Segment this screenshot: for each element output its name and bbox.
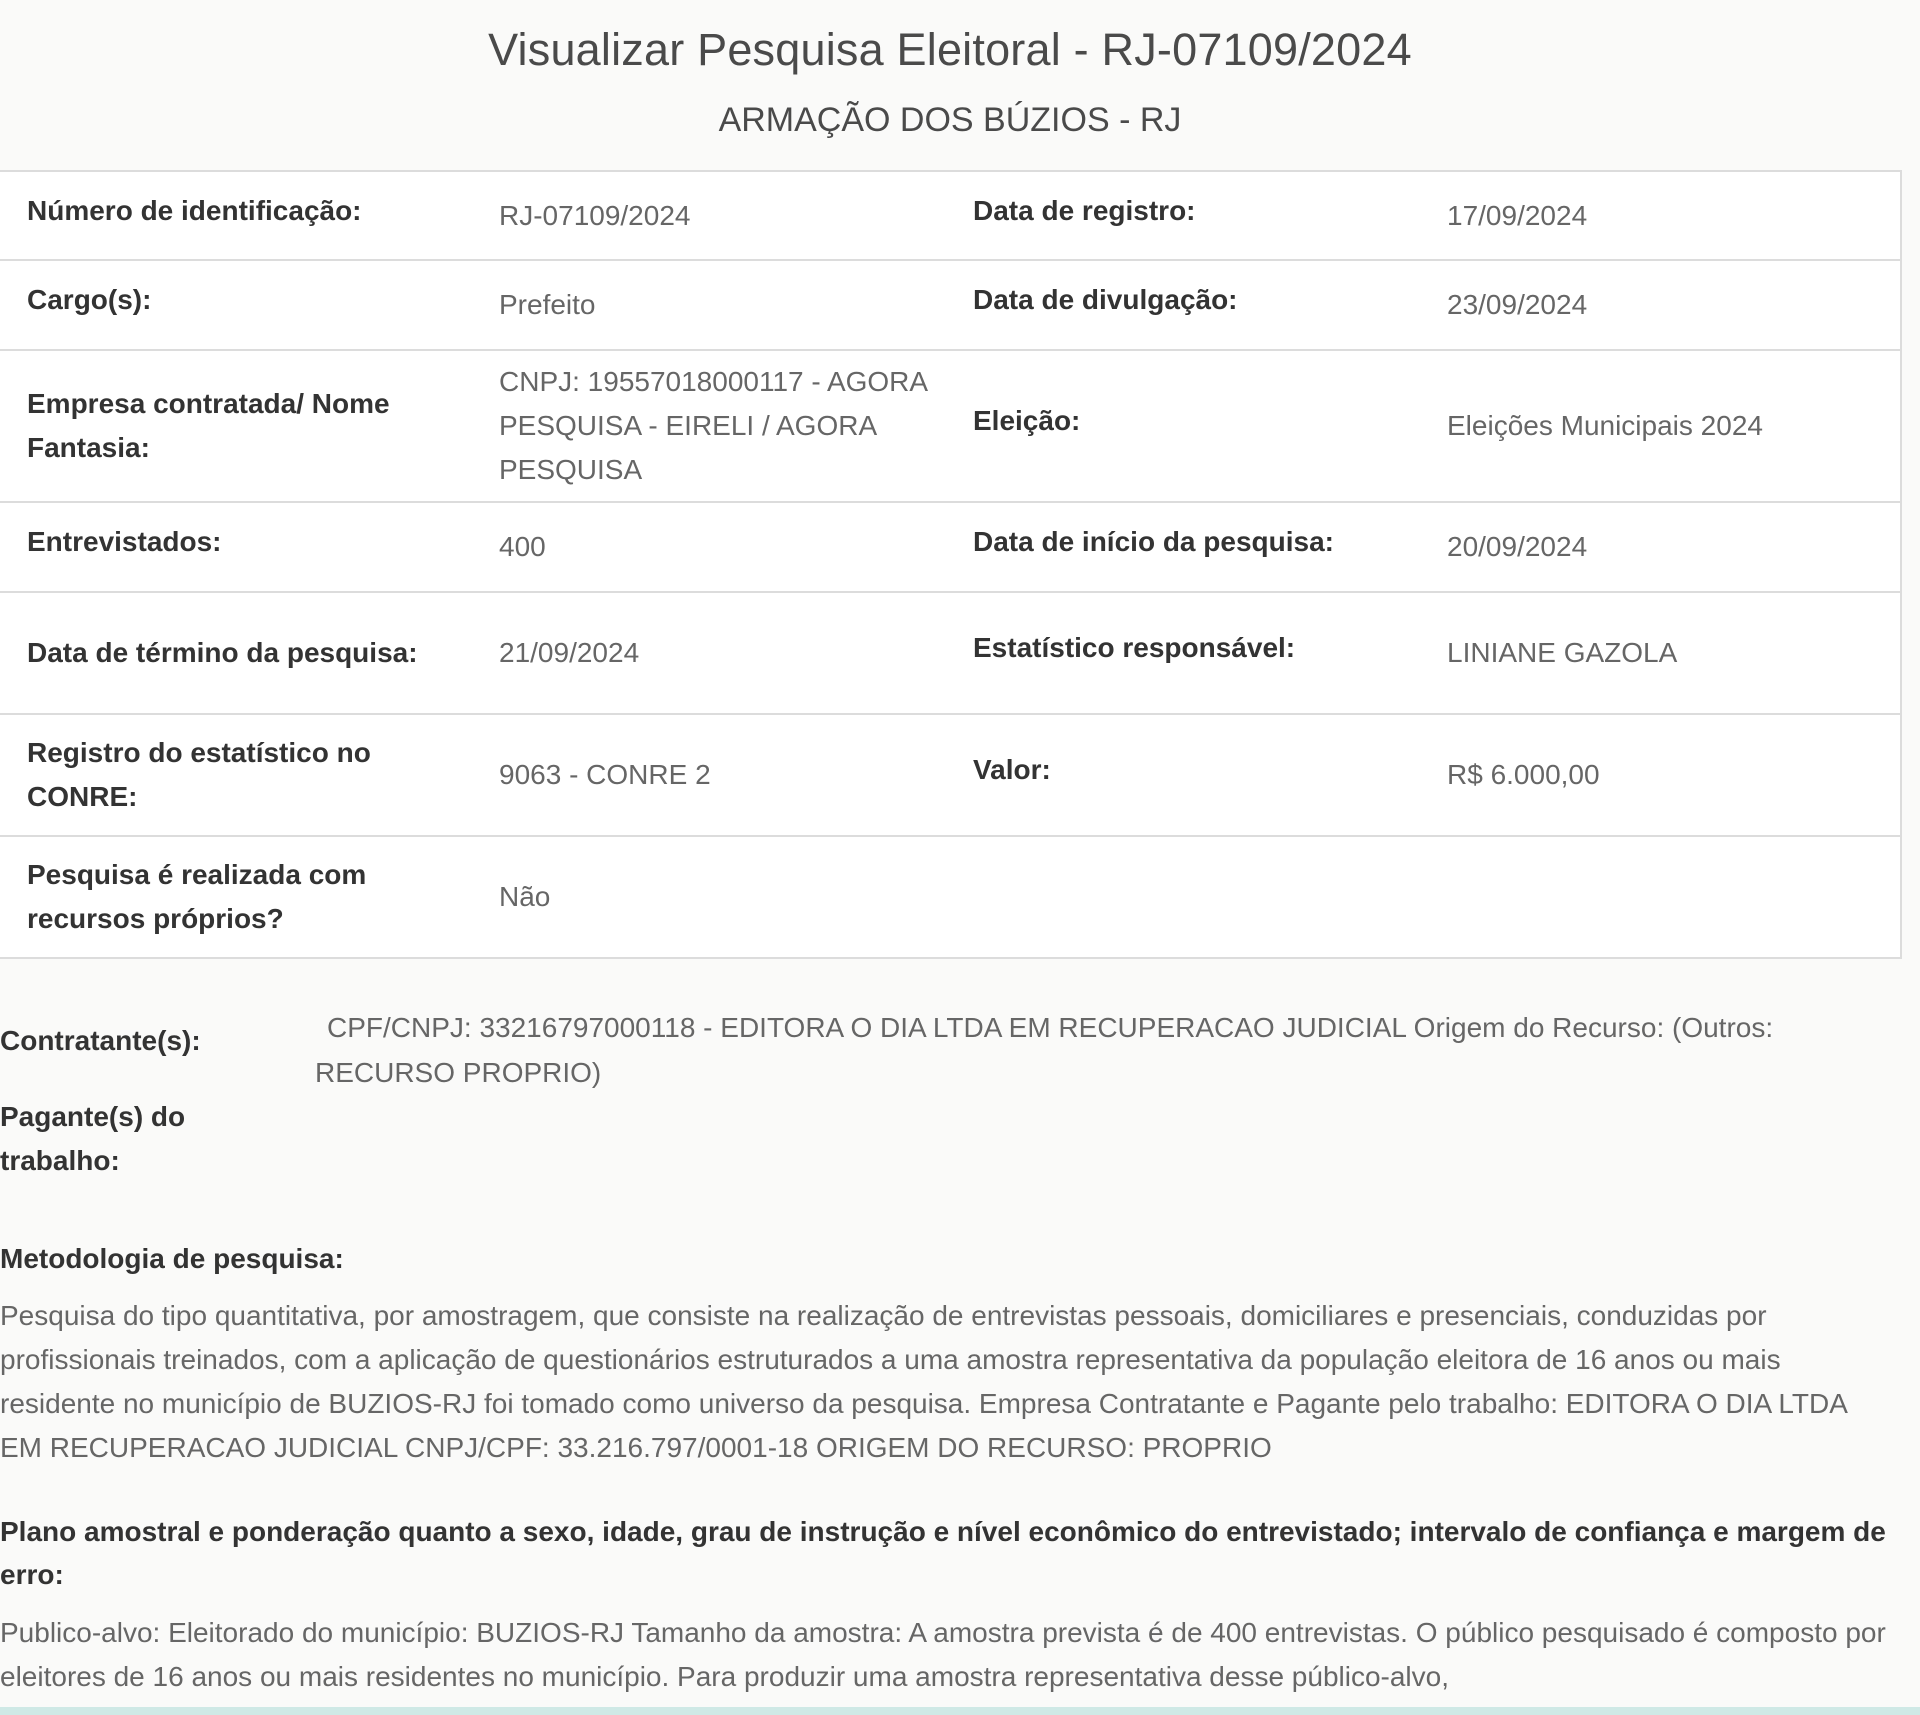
estatistico-label: Estatístico responsável: bbox=[946, 592, 1420, 714]
data-divulgacao-label: Data de divulgação: bbox=[946, 260, 1420, 350]
table-row bbox=[0, 836, 1901, 958]
data-inicio-value: 20/09/2024 bbox=[1420, 502, 1901, 592]
cargo-value: Prefeito bbox=[472, 260, 946, 350]
table-row bbox=[0, 171, 1901, 260]
data-termino-label: Data de término da pesquisa: bbox=[0, 592, 472, 714]
recursos-proprios-value: Não bbox=[472, 836, 946, 958]
table-row bbox=[0, 260, 1901, 350]
eleicao-label: Eleição: bbox=[946, 350, 1420, 502]
entrevistados-value: 400 bbox=[472, 502, 946, 592]
metodologia-text: Pesquisa do tipo quantitativa, por amostragem, que consiste na realização de entrevistas pessoais, domiciliares e presenciais, conduzidas por profissionais treinados, com a aplicação de questionários estruturados a uma amostra representativa da população eleitora de 16 anos ou mais residente no município de BUZIOS-RJ foi tomado como universo da pesquisa. Empresa Contratante e Pagante pelo trabalho: EDITORA O DIA LTDA EM RECUPERACAO JUDICIAL CNPJ/CPF: 33.216.797/0001-18 ORIGEM DO RECURSO: PROPRIO bbox=[0, 1300, 1847, 1463]
survey-details-table bbox=[0, 170, 1902, 959]
table-row bbox=[0, 714, 1901, 836]
data-inicio-label: Data de início da pesquisa: bbox=[946, 502, 1420, 592]
empty-cell bbox=[1420, 836, 1901, 958]
page-subtitle: ARMAÇÃO DOS BÚZIOS - RJ bbox=[718, 101, 1182, 139]
contratante-value: CPF/CNPJ: 33216797000118 - EDITORA O DIA LTDA EM RECUPERACAO JUDICIAL Origem do Recurso: (Outros: RECURSO PROPRIO) bbox=[315, 1012, 1774, 1088]
table-row bbox=[0, 502, 1901, 592]
entrevistados-label: Entrevistados: bbox=[0, 502, 472, 592]
table-row bbox=[0, 592, 1901, 714]
contratante-label: Contratante(s): bbox=[0, 1025, 201, 1056]
page-title: Visualizar Pesquisa Eleitoral - RJ-07109/2024 bbox=[488, 24, 1412, 75]
data-registro-label: Data de registro: bbox=[946, 171, 1420, 260]
registro-conre-label: Registro do estatístico no CONRE: bbox=[0, 714, 472, 836]
valor-value: R$ 6.000,00 bbox=[1420, 714, 1901, 836]
estatistico-value: LINIANE GAZOLA bbox=[1420, 592, 1901, 714]
pagante-label: Pagante(s) do trabalho: bbox=[0, 1101, 186, 1176]
valor-label: Valor: bbox=[946, 714, 1420, 836]
recursos-proprios-label: Pesquisa é realizada com recursos próprios? bbox=[0, 836, 472, 958]
registro-conre-value: 9063 - CONRE 2 bbox=[472, 714, 946, 836]
numero-identificacao-label: Número de identificação: bbox=[0, 171, 472, 260]
data-termino-value: 21/09/2024 bbox=[472, 592, 946, 714]
plano-amostral-text: Publico-alvo: Eleitorado do município: BUZIOS-RJ Tamanho da amostra: A amostra prevista é de 400 entrevistas. O público pesquisado é composto por eleitores de 16 anos ou mais residentes no município. Para produzir uma amostra representativa desse público-alvo, bbox=[0, 1617, 1886, 1692]
cargo-label: Cargo(s): bbox=[0, 260, 472, 350]
empresa-contratada-label: Empresa contratada/ Nome Fantasia: bbox=[0, 350, 472, 502]
numero-identificacao-value: RJ-07109/2024 bbox=[472, 171, 946, 260]
table-row bbox=[0, 350, 1901, 502]
empty-cell bbox=[946, 836, 1420, 958]
eleicao-value: Eleições Municipais 2024 bbox=[1420, 350, 1901, 502]
metodologia-heading: Metodologia de pesquisa: bbox=[0, 1243, 344, 1274]
plano-amostral-heading: Plano amostral e ponderação quanto a sexo, idade, grau de instrução e nível econômico do entrevistado; intervalo de confiança e margem de erro: bbox=[0, 1516, 1886, 1590]
bottom-scroll-edge bbox=[0, 1707, 1920, 1715]
empresa-contratada-value: CNPJ: 19557018000117 - AGORA PESQUISA - EIRELI / AGORA PESQUISA bbox=[472, 350, 946, 502]
data-divulgacao-value: 23/09/2024 bbox=[1420, 260, 1901, 350]
data-registro-value: 17/09/2024 bbox=[1420, 171, 1901, 260]
